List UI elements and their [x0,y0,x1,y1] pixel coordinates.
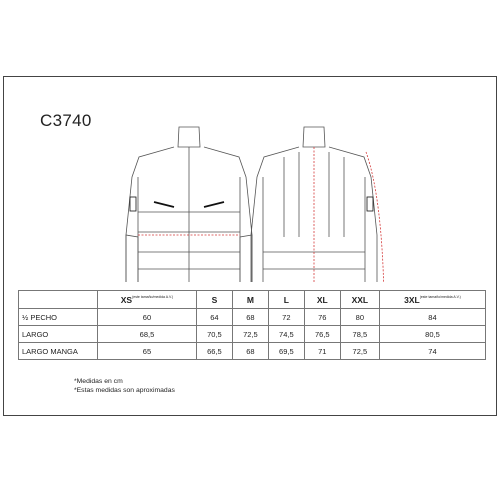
size-table [18,290,486,360]
table-cell: 60 [98,309,197,326]
size-note: (este tamaño/medida A.V.) [419,294,461,299]
size-label: XL [316,294,328,305]
table-cell: 78,5 [340,326,379,343]
size-note: (este tamaño/medida A.V.) [132,294,174,299]
table-cell: 69,5 [268,343,304,360]
measurement-notes [74,377,175,395]
jacket-front-view [126,127,252,282]
table-cell: 74,5 [268,326,304,343]
size-col-xl [304,291,340,309]
row-label: LARGO [19,326,98,343]
table-row-half-chest [19,309,486,326]
size-label: L [283,294,289,305]
table-cell: 71 [304,343,340,360]
jacket-back-view [251,127,384,282]
table-cell: 66,5 [196,343,232,360]
table-cell: 72,5 [340,343,379,360]
size-col-xs [98,291,197,309]
table-cell: 84 [379,309,485,326]
row-label: LARGO MANGA [19,343,98,360]
size-col-l [268,291,304,309]
table-cell: 76 [304,309,340,326]
table-cell: 72,5 [232,326,268,343]
table-cell: 72 [268,309,304,326]
size-label: XXL [351,294,369,305]
product-code: C3740 [40,111,92,130]
size-header-row [19,291,486,309]
table-cell: 65 [98,343,197,360]
table-cell: 64 [196,309,232,326]
size-chart-sheet [3,76,497,416]
size-label: XS [120,294,133,305]
jacket-technical-drawing [104,117,404,282]
table-cell: 74 [379,343,485,360]
table-row-length [19,326,486,343]
table-cell: 80 [340,309,379,326]
table-cell: 80,5 [379,326,485,343]
note-units: *Medidas en cm [74,378,123,385]
size-label: S [211,294,218,305]
note-approximate: *Estas medidas son aproximadas [74,387,175,394]
table-cell: 70,5 [196,326,232,343]
table-cell: 68,5 [98,326,197,343]
table-cell: 68 [232,343,268,360]
size-col-s [196,291,232,309]
size-col-xxl [340,291,379,309]
table-row-sleeve-length [19,343,486,360]
table-corner [19,291,98,309]
table-cell: 76,5 [304,326,340,343]
size-col-m [232,291,268,309]
row-label: ½ PECHO [19,309,98,326]
size-col-3xl [379,291,485,309]
table-cell: 68 [232,309,268,326]
size-label: M [246,294,254,305]
size-label: 3XL [404,294,420,305]
